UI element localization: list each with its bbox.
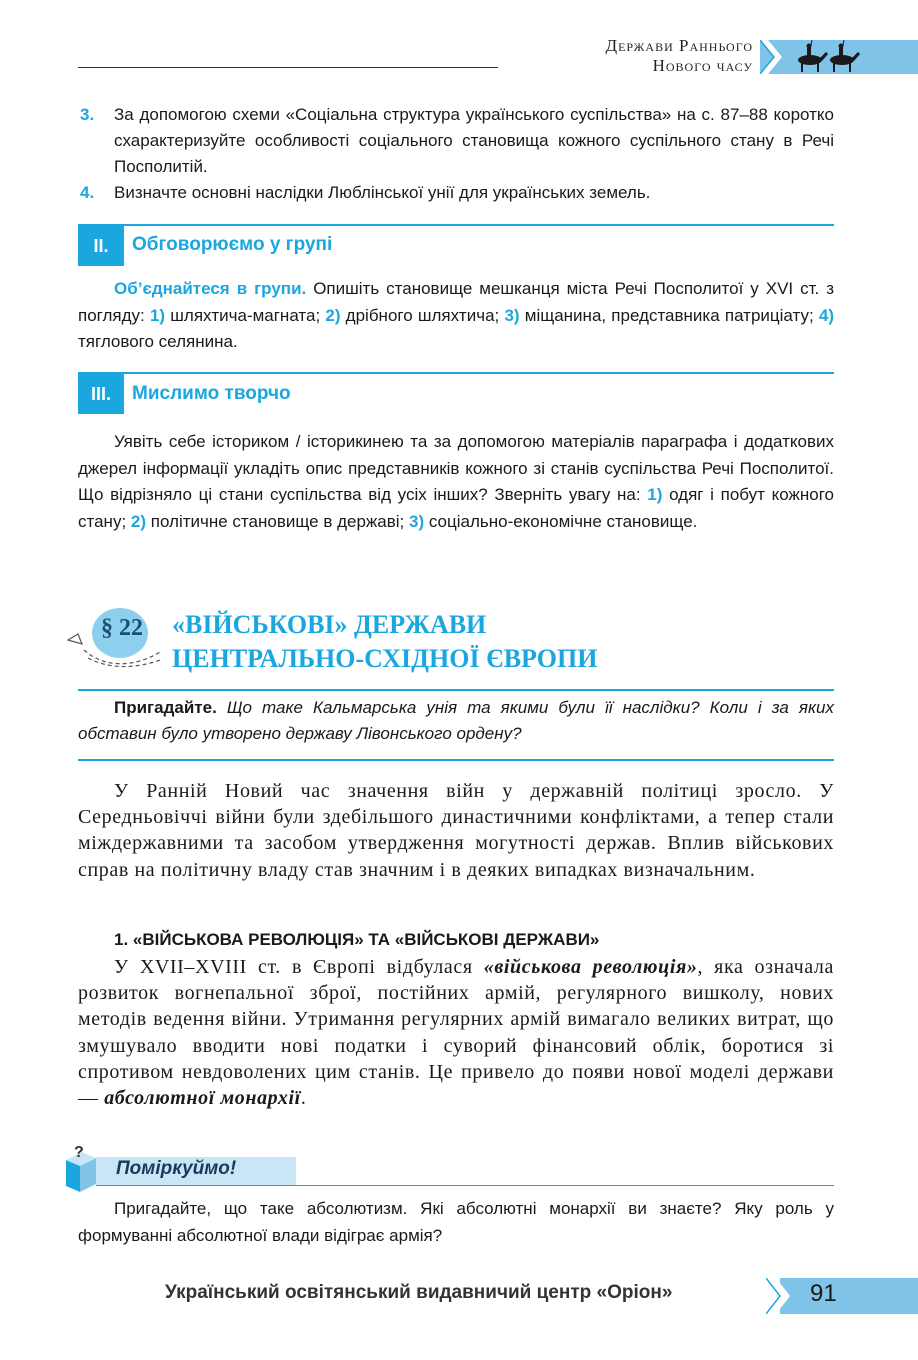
think-label: Поміркуймо! bbox=[116, 1158, 237, 1179]
section-paragraph bbox=[78, 429, 834, 535]
text-run: міщанина, представника патриціату; bbox=[519, 305, 819, 325]
text-run: політичне становище в державі; bbox=[146, 511, 409, 531]
text-run: . bbox=[300, 1087, 307, 1110]
footer-band bbox=[780, 1278, 918, 1314]
question-mark: ? bbox=[74, 1144, 84, 1161]
running-header-line2: Нового часу bbox=[652, 56, 753, 75]
section-title: Обговорюємо у групі bbox=[132, 234, 333, 255]
section-rule bbox=[78, 224, 834, 226]
text-run: У XVII–XVIII ст. в Європі відбулася bbox=[114, 956, 484, 978]
list-marker: 1) bbox=[647, 485, 663, 504]
text-run: , яка означала розвиток вогнепальної зброї, постійних армій, регулярного вишколу, нових методів ведення війни. Утримання регулярних армій вимагало великих витрат, що змушувало вводити нові податки і суворий фінансовий облік, боротися зі спротивом невдоволених цим станів. Це привело до появи нової моделі держави — bbox=[78, 956, 834, 1110]
task-number: 4. bbox=[80, 183, 95, 202]
term: абсолютної монархії bbox=[104, 1087, 301, 1110]
list-marker: 4) bbox=[818, 305, 835, 325]
list-marker: 2) bbox=[130, 511, 147, 531]
running-header-line1: Держави Раннього bbox=[605, 36, 753, 55]
subsection-paragraph bbox=[78, 954, 834, 1111]
remember-text: Що таке Кальмарська унія та якими були її наслідки? Коли і за яких обставин було утворено державу Лівонського ордену? bbox=[78, 698, 834, 743]
think-rule bbox=[96, 1185, 834, 1186]
task-text: За допомогою схеми «Соціальна структура українського суспільства» на с. 87–88 коротко схарактеризуйте особливості соціального становища кожного суспільного стану в Речі Посполитій. bbox=[114, 105, 834, 176]
remember-label: Пригадайте. bbox=[114, 698, 217, 717]
section-paragraph bbox=[78, 276, 834, 356]
paragraph-title-line2: ЦЕНТРАЛЬНО-СХІДНОЇ ЄВРОПИ bbox=[172, 644, 598, 673]
list-marker: 3) bbox=[504, 305, 520, 325]
text-run: одяг і побут кожного стану; bbox=[78, 485, 835, 531]
remember-block bbox=[78, 695, 834, 747]
lead-text: Об’єднайтеся в групи. bbox=[114, 279, 307, 298]
list-marker: 2) bbox=[325, 305, 341, 325]
text-run: Уявіть себе істориком / історикинею та за допомогою матеріалів параграфа і додаткових джерел інформації укладіть опис представників кожного зі станів суспільства Речі Посполитої. Що відрізняло ці стани суспільства від усіх інших? Зверніть увагу на: bbox=[78, 432, 834, 504]
task-number: 3. bbox=[80, 105, 95, 124]
think-text: Пригадайте, що таке абсолютизм. Які абсолютні монархії ви знаєте? Яку роль у формуванні абсолютної влади відіграє армія? bbox=[78, 1199, 834, 1245]
text-run: дрібного шляхтича; bbox=[340, 305, 505, 325]
footer-chevron-icon bbox=[766, 1278, 792, 1314]
remember-top-rule bbox=[78, 689, 834, 691]
section-rule bbox=[78, 372, 834, 374]
remember-bottom-rule bbox=[78, 759, 834, 761]
paragraph-number: § 22 bbox=[101, 615, 143, 641]
text-run: соціально-економічне становище. bbox=[424, 511, 698, 531]
task-text: Визначте основні наслідки Люблінської унії для українських земель. bbox=[114, 183, 651, 202]
task-item bbox=[80, 102, 834, 180]
publisher-name: Український освітянський видавничий центр «Оріон» bbox=[165, 1282, 673, 1303]
list-marker: 3) bbox=[408, 511, 425, 531]
text-run: Опишіть становище мешканця міста Речі Посполитої у XVI ст. з погляду: bbox=[78, 279, 834, 325]
section-number-badge: II. bbox=[78, 226, 124, 266]
page-number: 91 bbox=[810, 1280, 837, 1307]
running-header bbox=[605, 36, 753, 76]
term: «військова революція» bbox=[483, 956, 698, 978]
paragraph-title bbox=[172, 608, 597, 676]
list-marker: 1) bbox=[149, 305, 166, 325]
paragraph-title-line1: «ВІЙСЬКОВІ» ДЕРЖАВИ bbox=[172, 610, 487, 639]
horsemen-icon bbox=[790, 36, 870, 74]
text-run: тяглового селянина. bbox=[78, 332, 238, 351]
section-title: Мислимо творчо bbox=[132, 383, 291, 404]
subsection-heading: 1. «ВІЙСЬКОВА РЕВОЛЮЦІЯ» ТА «ВІЙСЬКОВІ ДЕРЖАВИ» bbox=[114, 930, 600, 949]
intro-paragraph: У Ранній Новий час значення війн у державній політиці зросло. У Середньовіччі війни були здебільшого династичними конфліктами, а тепер стали міждержавними та засобом утвердження могутності держав. Вплив військових справ на політичну владу став значним і в деяких випадках визначальним. bbox=[78, 780, 834, 881]
header-rule bbox=[78, 67, 498, 68]
task-item bbox=[80, 180, 834, 206]
text-run: шляхтича-магната; bbox=[165, 305, 326, 325]
section-number-badge: III. bbox=[78, 374, 124, 414]
